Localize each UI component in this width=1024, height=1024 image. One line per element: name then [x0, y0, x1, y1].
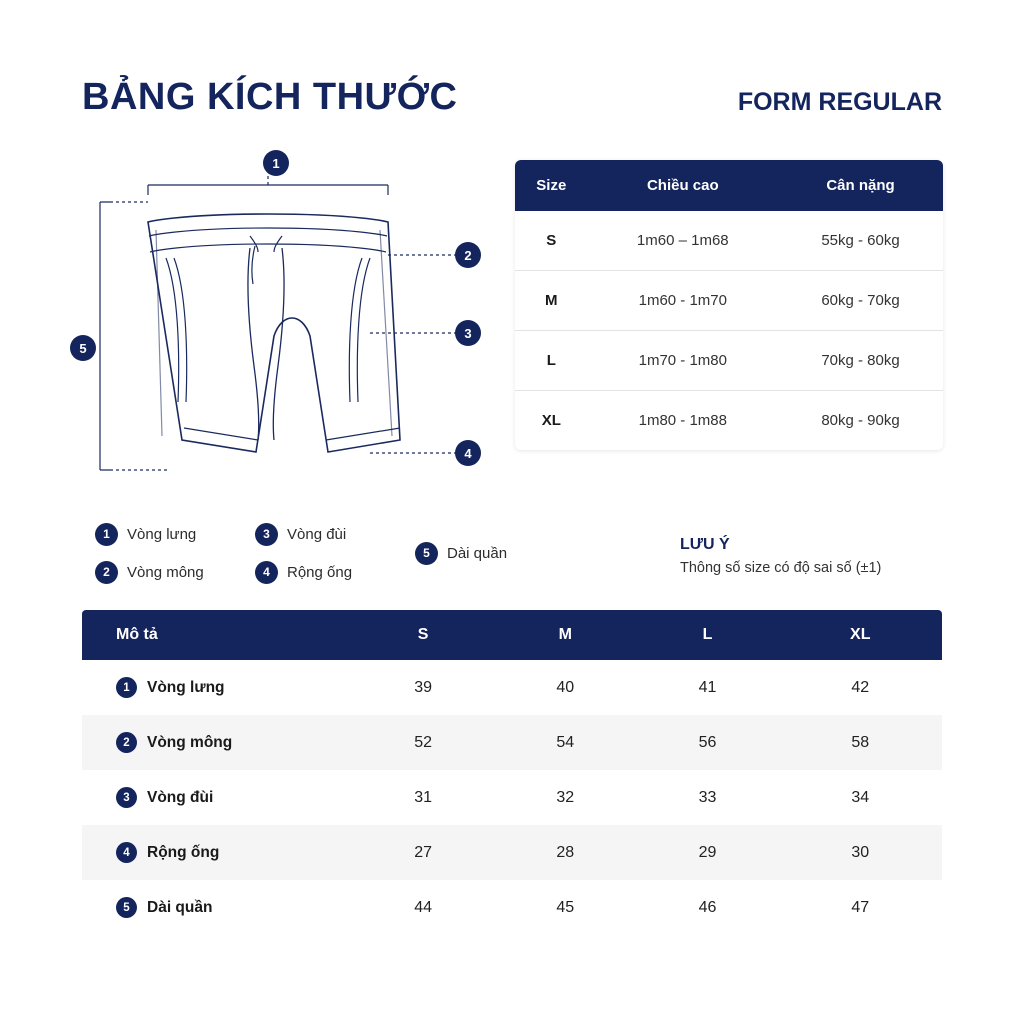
- cell-l: 33: [698, 788, 717, 806]
- col-header-m: M: [494, 610, 636, 660]
- callout-marker-2: 2: [455, 242, 481, 268]
- row-marker-2: 2: [116, 732, 137, 753]
- legend-item-1: [95, 523, 255, 546]
- page-title: BẢNG KÍCH THƯỚC: [82, 76, 458, 118]
- legend-label-3: Vòng đùi: [287, 525, 347, 543]
- legend-label-5: Dài quần: [447, 544, 508, 562]
- legend-item-2: [95, 561, 255, 584]
- cell-size: S: [515, 211, 588, 271]
- measurement-table: [82, 610, 942, 935]
- cell-size: L: [515, 331, 588, 391]
- table-row: [82, 825, 942, 880]
- cell-m: 32: [556, 788, 575, 806]
- note-block: [680, 536, 980, 576]
- cell-description: [82, 880, 352, 935]
- callout-marker-3: 3: [455, 320, 481, 346]
- legend-item-5: [415, 542, 535, 565]
- cell-s: 44: [414, 898, 432, 916]
- legend-label-2: Vòng mông: [127, 563, 204, 581]
- cell-s: 52: [352, 715, 494, 770]
- cell-description: [82, 825, 352, 880]
- legend-marker-1: 1: [95, 523, 118, 546]
- table-row: [82, 770, 942, 825]
- cell-m: 28: [494, 825, 636, 880]
- legend-marker-5: 5: [415, 542, 438, 565]
- cell-l: 56: [636, 715, 778, 770]
- legend-item-4: [255, 561, 415, 584]
- row-label-1: Vòng lưng: [147, 678, 225, 696]
- row-label-5: Dài quần: [147, 898, 213, 916]
- legend-marker-4: 4: [255, 561, 278, 584]
- col-header-s: S: [352, 610, 494, 660]
- legend-label-4: Rộng ống: [287, 563, 353, 581]
- table-header-row: [82, 610, 942, 660]
- table-row: [515, 331, 943, 391]
- col-header-weight: Cân nặng: [778, 160, 943, 211]
- callout-marker-1: 1: [263, 150, 289, 176]
- cell-height: 1m80 - 1m88: [588, 391, 778, 451]
- row-label-2: Vòng mông: [147, 733, 233, 751]
- cell-xl: 47: [851, 898, 870, 916]
- table-row: [515, 391, 943, 451]
- cell-s: 39: [414, 678, 432, 696]
- table-header-row: [515, 160, 943, 211]
- height-weight-table: [515, 160, 943, 450]
- callout-marker-4: 4: [455, 440, 481, 466]
- row-marker-5: 5: [116, 897, 137, 918]
- note-text: Thông số size có độ sai số (±1): [680, 560, 882, 576]
- legend-item-3: [255, 523, 415, 546]
- cell-s: 27: [352, 825, 494, 880]
- cell-m: 54: [494, 715, 636, 770]
- row-label-4: Rộng ống: [147, 843, 220, 861]
- legend-marker-3: 3: [255, 523, 278, 546]
- cell-m: 40: [556, 678, 575, 696]
- table-row: [82, 660, 942, 715]
- table-row: [515, 271, 943, 331]
- col-header-l: L: [636, 610, 778, 660]
- cell-l: 46: [698, 898, 717, 916]
- shorts-diagram: [70, 140, 500, 510]
- cell-height: 1m70 - 1m80: [588, 331, 778, 391]
- cell-m: 45: [556, 898, 575, 916]
- cell-xl: 34: [851, 788, 870, 806]
- row-label-3: Vòng đùi: [147, 788, 214, 806]
- table-row: [515, 211, 943, 271]
- cell-xl: 30: [779, 825, 942, 880]
- form-type-label: FORM REGULAR: [737, 88, 942, 116]
- cell-description: [82, 770, 352, 825]
- cell-size: XL: [515, 391, 588, 451]
- cell-description: [82, 715, 352, 770]
- cell-description: [82, 660, 352, 715]
- col-header-size: Size: [515, 160, 588, 211]
- col-header-xl: XL: [779, 610, 942, 660]
- cell-weight: 70kg - 80kg: [778, 331, 943, 391]
- cell-xl: 42: [851, 678, 870, 696]
- table-row: [82, 880, 942, 935]
- cell-s: 31: [414, 788, 432, 806]
- legend-label-1: Vòng lưng: [127, 525, 197, 543]
- cell-weight: 60kg - 70kg: [778, 271, 943, 331]
- legend-marker-2: 2: [95, 561, 118, 584]
- callout-marker-5: 5: [70, 335, 96, 361]
- row-marker-4: 4: [116, 842, 137, 863]
- cell-size: M: [515, 271, 588, 331]
- cell-height: 1m60 - 1m70: [588, 271, 778, 331]
- row-marker-3: 3: [116, 787, 137, 808]
- diagram-legend: [95, 515, 515, 591]
- cell-height: 1m60 – 1m68: [588, 211, 778, 271]
- table-row: [82, 715, 942, 770]
- cell-l: 41: [698, 678, 717, 696]
- cell-xl: 58: [779, 715, 942, 770]
- row-marker-1: 1: [116, 677, 137, 698]
- measurement-table-wrap: [82, 610, 942, 935]
- cell-l: 29: [636, 825, 778, 880]
- cell-weight: 55kg - 60kg: [778, 211, 943, 271]
- col-header-height: Chiều cao: [588, 160, 778, 211]
- note-title: LƯU Ý: [680, 536, 730, 553]
- shorts-illustration-svg: [70, 140, 500, 510]
- cell-weight: 80kg - 90kg: [778, 391, 943, 451]
- col-header-description: Mô tả: [82, 610, 352, 660]
